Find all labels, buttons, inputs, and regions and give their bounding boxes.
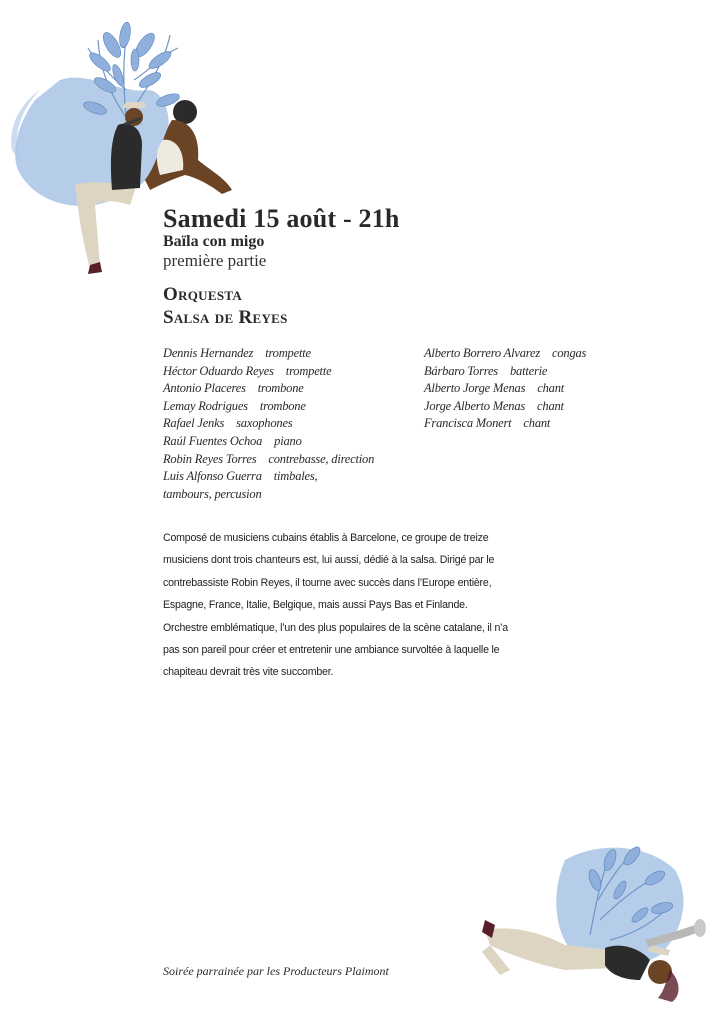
musician-name: Alberto Borrero Alvarez — [424, 346, 540, 360]
musician-role: saxophones — [236, 416, 293, 431]
musician-role: trompette — [285, 363, 332, 378]
musician-role: trompette — [265, 346, 311, 360]
musician-entry — [163, 451, 403, 469]
musician-role: congas — [552, 346, 587, 360]
musician-name: Francisca Monert — [424, 416, 512, 431]
musician-role: tambours, percusion — [163, 486, 262, 501]
musician-role: batterie — [509, 363, 548, 378]
musician-entry — [163, 363, 403, 381]
musician-role: contrebasse, direction — [268, 451, 375, 466]
musician-role: trombone — [257, 381, 304, 396]
musician-role: timbales, — [273, 469, 318, 484]
band-name-line1: Orquesta — [163, 284, 243, 305]
band-name-line2: Salsa de Reyes — [163, 307, 288, 328]
event-date-title: Samedi 15 août - 21h — [163, 204, 400, 233]
musician-name: Luis Alfonso Guerra — [163, 469, 262, 484]
musician-role: chant — [537, 381, 565, 396]
musician-entry — [163, 398, 403, 416]
musician-name: Raúl Fuentes Ochoa — [163, 433, 263, 448]
musician-entry — [424, 363, 654, 381]
musician-name: Jorge Alberto Menas — [424, 398, 526, 413]
musician-name: Alberto Jorge Menas — [424, 381, 526, 396]
musician-name: Antonio Placeres — [163, 381, 246, 396]
musician-name: Héctor Oduardo Reyes — [163, 363, 274, 378]
musician-name: Bárbaro Torres — [424, 363, 498, 378]
musician-entry-continued — [163, 486, 403, 504]
band-name — [163, 283, 288, 329]
musician-entry — [163, 380, 403, 398]
musician-role: trombone — [259, 398, 306, 413]
musician-entry — [424, 345, 654, 363]
event-part: première partie — [163, 251, 267, 270]
musician-entry — [163, 345, 403, 363]
sponsor-footer: Soirée parrainée par les Producteurs Plaimont — [163, 964, 389, 978]
musician-role: chant — [537, 398, 564, 413]
reclining-trumpeter-illustration — [470, 820, 724, 1024]
musician-entry — [163, 415, 403, 433]
musician-name: Lemay Rodrigues — [163, 398, 248, 413]
musician-name: Robin Reyes Torres — [163, 451, 257, 466]
musician-entry — [424, 415, 654, 433]
musician-role: chant — [523, 416, 551, 431]
musician-name: Rafael Jenks — [163, 416, 225, 431]
musician-entry — [163, 433, 403, 451]
musician-name: Dennis Hernandez — [163, 346, 254, 360]
musician-entry — [424, 398, 654, 416]
musician-entry — [424, 380, 654, 398]
event-subtitle: Baïla con migo — [163, 233, 265, 250]
band-description: Composé de musiciens cubains établis à Barcelone, ce groupe de treize musiciens dont trois chanteurs est, lui aussi, dédié à la salsa. Dirigé par le contrebassiste Robin Reyes, il tourne avec succès dans l’Europe entière, Espagne, France, Italie, Belgique, mais aussi Pays Bas et Finlande. Orchestre emblématique, l’un des plus populaires de la scène catalane, il n’a pas son pareil pour créer et entretenir une ambiance survoltée à laquelle le chapiteau devrait très vite succomber. — [163, 532, 508, 679]
musician-entry — [163, 468, 403, 486]
musicians-list-right — [424, 345, 654, 433]
musician-role: piano — [274, 433, 302, 448]
musicians-list-left — [163, 345, 403, 503]
event-heading — [163, 205, 400, 271]
